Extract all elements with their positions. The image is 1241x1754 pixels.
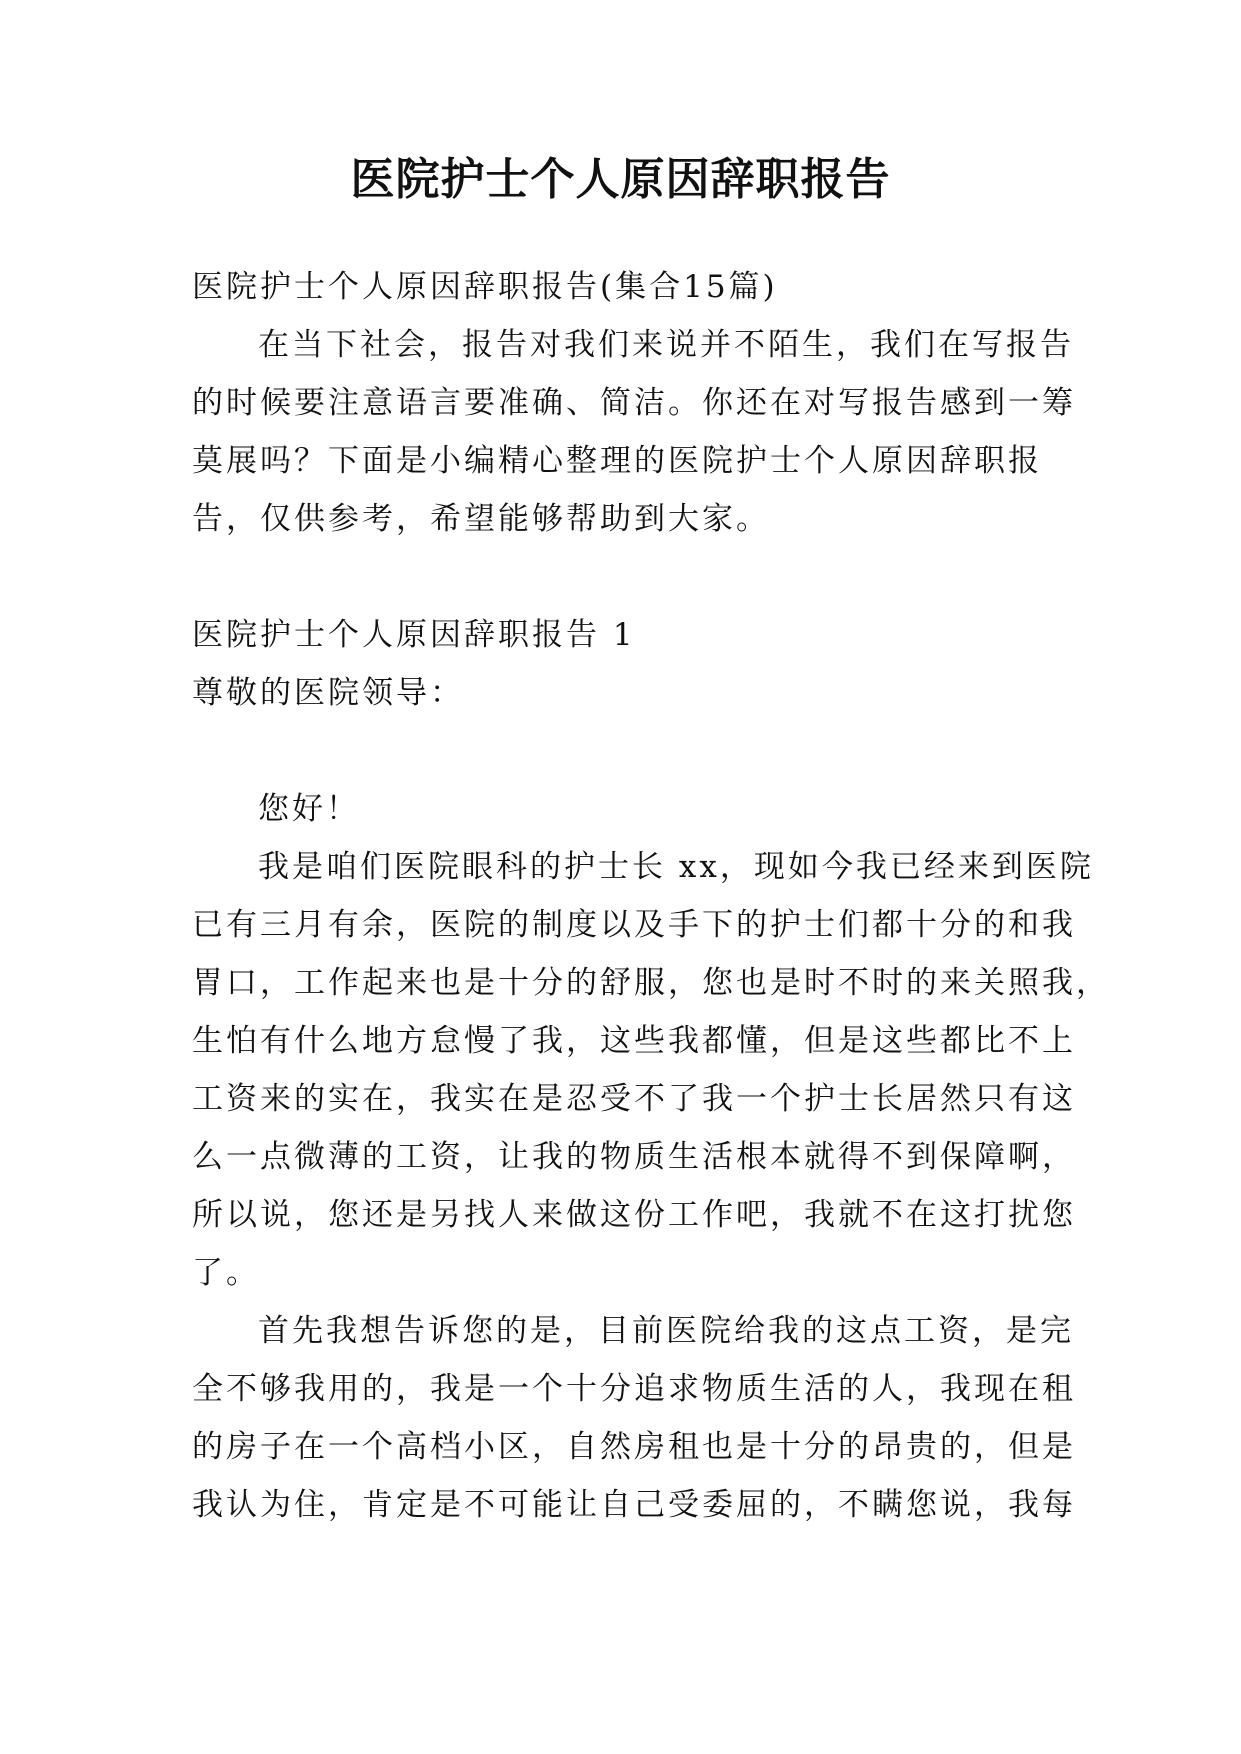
body-paragraph-2 (192, 1302, 1076, 1534)
paragraph-line: 首先我想告诉您的是，目前医院给我的这点工资，是完 (258, 1313, 1074, 1349)
paragraph-line: 已有三月有余，医院的制度以及手下的护士们都十分的和我 (192, 907, 1076, 943)
spacer (192, 548, 1057, 606)
paragraph-line: 所以说，您还是另找人来做这份工作吧，我就不在这打扰您 (192, 1197, 1076, 1233)
salutation: 尊敬的医院领导： (192, 675, 464, 711)
section-heading: 医院护士个人原因辞职报告 1 (192, 617, 636, 653)
paragraph-line: 生怕有什么地方怠慢了我，这些我都懂，但是这些都比不上 (192, 1023, 1076, 1059)
document-body (192, 258, 1110, 1534)
paragraph-line: 全不够我用的，我是一个十分追求物质生活的人，我现在租 (192, 1371, 1076, 1407)
paragraph-line: 我认为住，肯定是不可能让自己受委屈的，不瞒您说，我每 (192, 1487, 1076, 1523)
spacer (192, 722, 1057, 780)
intro-line: 在当下社会，报告对我们来说并不陌生，我们在写报告 (258, 327, 1074, 363)
greeting: 您好！ (258, 791, 360, 827)
intro-line: 的时候要注意语言要准确、简洁。你还在对写报告感到一筹 (192, 385, 1076, 421)
body-paragraph-1 (192, 838, 1110, 1302)
paragraph-line: 的房子在一个高档小区，自然房租也是十分的昂贵的，但是 (192, 1429, 1076, 1465)
document-subtitle: 医院护士个人原因辞职报告(集合15篇) (192, 269, 778, 305)
paragraph-line: 我是咱们医院眼科的护士长 xx，现如今我已经来到医院 (258, 849, 1094, 885)
intro-line: 莫展吗？下面是小编精心整理的医院护士个人原因辞职报 (192, 443, 1042, 479)
paragraph-line: 胃口，工作起来也是十分的舒服，您也是时不时的来关照我， (192, 965, 1110, 1001)
paragraph-line: 了。 (192, 1255, 260, 1291)
paragraph-line: 么一点微薄的工资，让我的物质生活根本就得不到保障啊， (192, 1139, 1076, 1175)
paragraph-line: 工资来的实在，我实在是忍受不了我一个护士长居然只有这 (192, 1081, 1076, 1117)
document-title: 医院护士个人原因辞职报告 (350, 154, 891, 205)
intro-line: 告，仅供参考，希望能够帮助到大家。 (192, 501, 770, 537)
intro-paragraph (192, 316, 1076, 548)
